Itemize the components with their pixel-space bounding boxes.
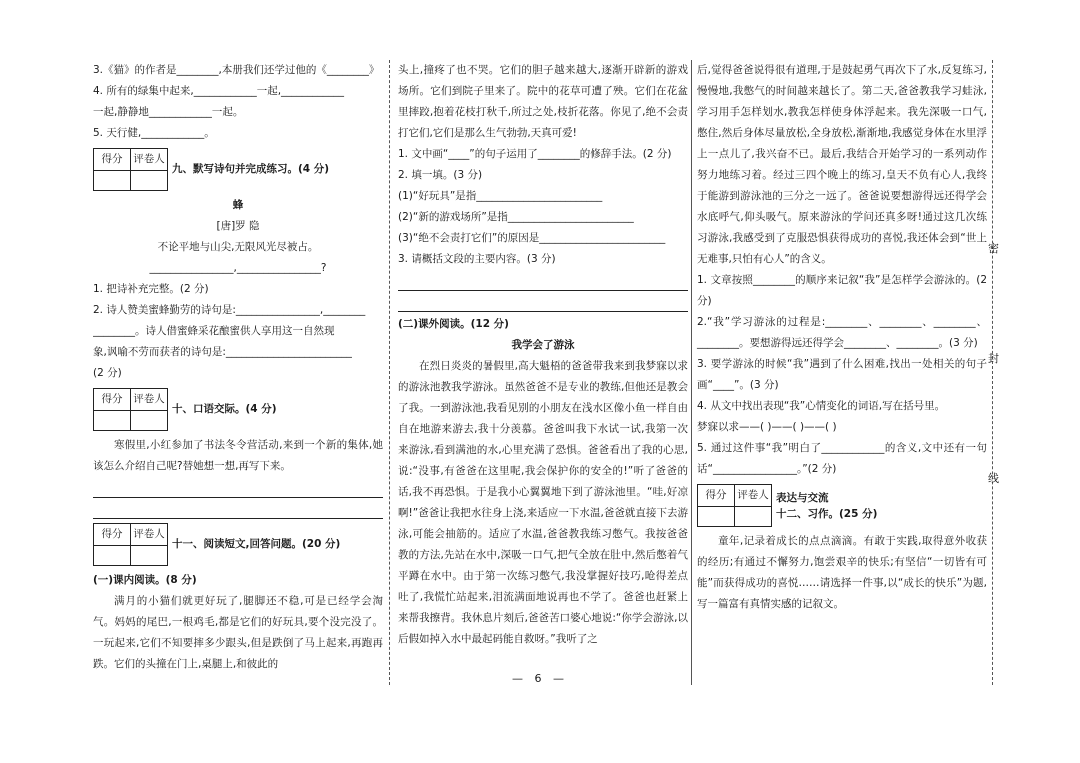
score-box-12	[697, 484, 987, 527]
answer-line[interactable]	[398, 293, 688, 312]
score-label: 得分	[94, 149, 131, 171]
section-12-heading	[776, 490, 877, 522]
poem-title: 蜂	[232, 199, 244, 211]
score-box-9	[93, 148, 383, 191]
reading-1-q1: 1. 文中画“____”的句子运用了________的修辞手法。(2 分)	[398, 148, 672, 160]
column-divider-2	[691, 60, 692, 685]
section-12-label: 表达与交流	[776, 491, 829, 504]
score-label: 得分	[94, 524, 131, 546]
reading-1-q3: 3. 请概括文段的主要内容。(3 分)	[398, 253, 556, 265]
section-10-title: 十、口语交际。(4 分)	[172, 403, 277, 415]
grader-label: 评卷人	[735, 485, 772, 507]
poem-q2-b: ________。诗人借蜜蜂采花酿蜜供人享用这一自然现	[93, 325, 335, 337]
story-title: 我学会了游泳	[511, 339, 575, 351]
score-label: 得分	[94, 389, 131, 411]
story-text-continued: 后,觉得爸爸说得很有道理,于是鼓起勇气再次下了水,反复练习,慢慢地,我憋气的时间越来越长了。第二天,爸爸教我学习蛙泳,学习用手怎样划水,教我怎样使身体浮起来。我先深吸一口气,憋住,然后身体尽量放松,全身放松,渐渐地,我感觉身体在水里浮上一点儿了,我兴奋不已。最后,我结合开始学习的一系列动作努力地练习着。经过三四个晚上的练习,皇天不负有心人,我终于能游到游泳池的三分之一远了。爸爸说要想游得远还得学会水底呼气,仰头吸气。原来游泳的学问还真多呀!通过这几次练习游泳,我感受到了克服恐惧获得成功的喜悦,我还体会到“世上无难事,只怕有心人”的含义。	[697, 64, 987, 265]
seal-char-xian: 线	[988, 472, 999, 485]
poem-q1: 1. 把诗补充完整。(2 分)	[93, 283, 209, 295]
poem-q2-c: 象,讽喻不劳而获者的诗句是:________________________	[93, 346, 352, 358]
reading-1-continued: 头上,撞疼了也不哭。它们的胆子越来越大,逐渐开辟新的游戏场所。它们到院子里来了。院中的花草可遭了殃。它们在花盆里摔跤,抱着花枝打秋千,所过之处,枝折花落。你见了,绝不会责打它们,它们是那么生气勃勃,天真可爱!	[398, 64, 688, 139]
reading-1-text: 满月的小猫们就更好玩了,腿脚还不稳,可是已经学会淘气。妈妈的尾巴,一根鸡毛,都是它们的好玩具,要个没完没了。一玩起来,它们不知要摔多少跟头,但是跌倒了马上起来,再跑再跌。它们的头撞在门上,桌腿上,和彼此的	[93, 595, 383, 670]
reading-2-q4: 4. 从文中找出表现“我”心情变化的词语,写在括号里。	[697, 400, 946, 412]
column-middle	[398, 60, 688, 650]
reading-2-q3: 3. 要学游泳的时候“我”遇到了什么困难,找出一处相关的句子画“____”。(3 分)	[697, 358, 987, 391]
reading-1-q2b: (2)“新的游戏场所”是指________________________	[398, 211, 634, 223]
section-11-sub: (一)课内阅读。(8 分)	[93, 574, 197, 586]
grader-label: 评卷人	[131, 389, 168, 411]
question-4-line1: 4. 所有的绿集中起来,____________一起,____________	[93, 85, 345, 97]
reading-2-sub: (二)课外阅读。(12 分)	[398, 318, 509, 330]
column-right	[697, 60, 987, 615]
answer-line[interactable]	[93, 479, 383, 498]
seal-char-mi: 密	[988, 242, 999, 255]
composition-prompt: 童年,记录着成长的点点滴滴。有敢于实践,取得意外收获的经历;有通过不懈努力,饱尝艰辛的快乐;有坚信“一切皆有可能”而获得成功的喜悦……请选择一件事,以“成长的快乐”为题,写一篇富有真情实感的记叙文。	[697, 535, 987, 610]
column-divider-1	[389, 60, 390, 685]
poem-q2-d: (2 分)	[93, 367, 122, 379]
poem-author: [唐]罗 隐	[216, 220, 260, 232]
section-12-title: 十二、习作。(25 分)	[776, 507, 878, 520]
seal-line	[992, 60, 993, 685]
poem-line-1: 不论平地与山尖,无限风光尽被占。	[157, 241, 319, 253]
question-5: 5. 天行健,____________。	[93, 127, 215, 139]
section-9-title: 九、默写诗句并完成练习。(4 分)	[172, 163, 330, 175]
reading-1-q2: 2. 填一填。(3 分)	[398, 169, 483, 181]
grader-label: 评卷人	[131, 524, 168, 546]
answer-line[interactable]	[93, 500, 383, 519]
question-4-line2: 一起,静静地____________一起。	[93, 106, 244, 118]
section-11-title: 十一、阅读短文,回答问题。(20 分)	[172, 538, 341, 550]
score-box-10	[93, 388, 383, 431]
answer-line[interactable]	[398, 272, 688, 291]
column-left	[93, 60, 383, 675]
question-3: 3.《猫》的作者是________,本册我们还学过他的《________》	[93, 64, 380, 76]
score-label: 得分	[698, 485, 735, 507]
reading-2-q4-blanks: 梦寐以求——( )——( )——( )	[697, 421, 837, 433]
seal-char-feng: 封	[988, 352, 999, 365]
section-10-text: 寒假里,小红参加了书法冬令营活动,来到一个新的集体,她该怎么介绍自己呢?替她想一想,再写下来。	[93, 439, 383, 472]
story-text: 在烈日炎炎的暑假里,高大魁梧的爸爸带我来到我梦寐以求的游泳池教我学游泳。虽然爸爸不是专业的教练,但他还是教会了我。一到游泳池,我看见别的小朋友在浅水区像小鱼一样自由自在地游来游去,我十分羡慕。爸爸叫我下水试一试,我第一次来游泳,看到满池的水,心里充满了恐惧。爸爸看出了我的心思,说:“没事,有爸爸在这里呢,我会保护你的安全的!”听了爸爸的话,我不再恐惧。于是我小心翼翼地下到了游泳池里。“哇,好凉啊!”爸爸让我把水往身上浇,来适应一下水温,爸爸就直接下去游泳,可能会抽筋的。适应了水温,爸爸教我练习憋气。我按爸爸教的方法,先站在水中,深吸一口气,把气全放在肚中,然后憋着气平蹲在水中。由于第一次练习憋气,我没掌握好技巧,呛得差点吐了,我慌忙站起来,泪流满面地说再也不学了。爸爸也赶紧上来帮我擦背。我休息片刻后,爸爸苦口婆心地说:“你学会游泳,以后假如掉入水中最起码能自救呀。”我听了之	[398, 360, 688, 645]
reading-2-q5: 5. 通过这件事“我”明白了____________的含义,文中还有一句话“________________。”(2 分)	[697, 442, 987, 475]
reading-1-q2a: (1)“好玩具”是指________________________	[398, 190, 603, 202]
reading-2-q1: 1. 文章按照________的顺序来记叙“我”是怎样学会游泳的。(2 分)	[697, 274, 987, 307]
page-number: — 6 —	[512, 672, 568, 685]
reading-1-q2c: (3)“绝不会责打它们”的原因是________________________	[398, 232, 666, 244]
grader-label: 评卷人	[131, 149, 168, 171]
poem-line-2: ________________,________________?	[149, 262, 327, 274]
score-box-11	[93, 523, 383, 566]
poem-q2-a: 2. 诗人赞美蜜蜂勤劳的诗句是:________________,________	[93, 304, 366, 316]
reading-2-q2: 2.“我”学习游泳的过程是:________、________、________、________。要想游得远还得学会________、________。(3 分)	[697, 316, 987, 349]
